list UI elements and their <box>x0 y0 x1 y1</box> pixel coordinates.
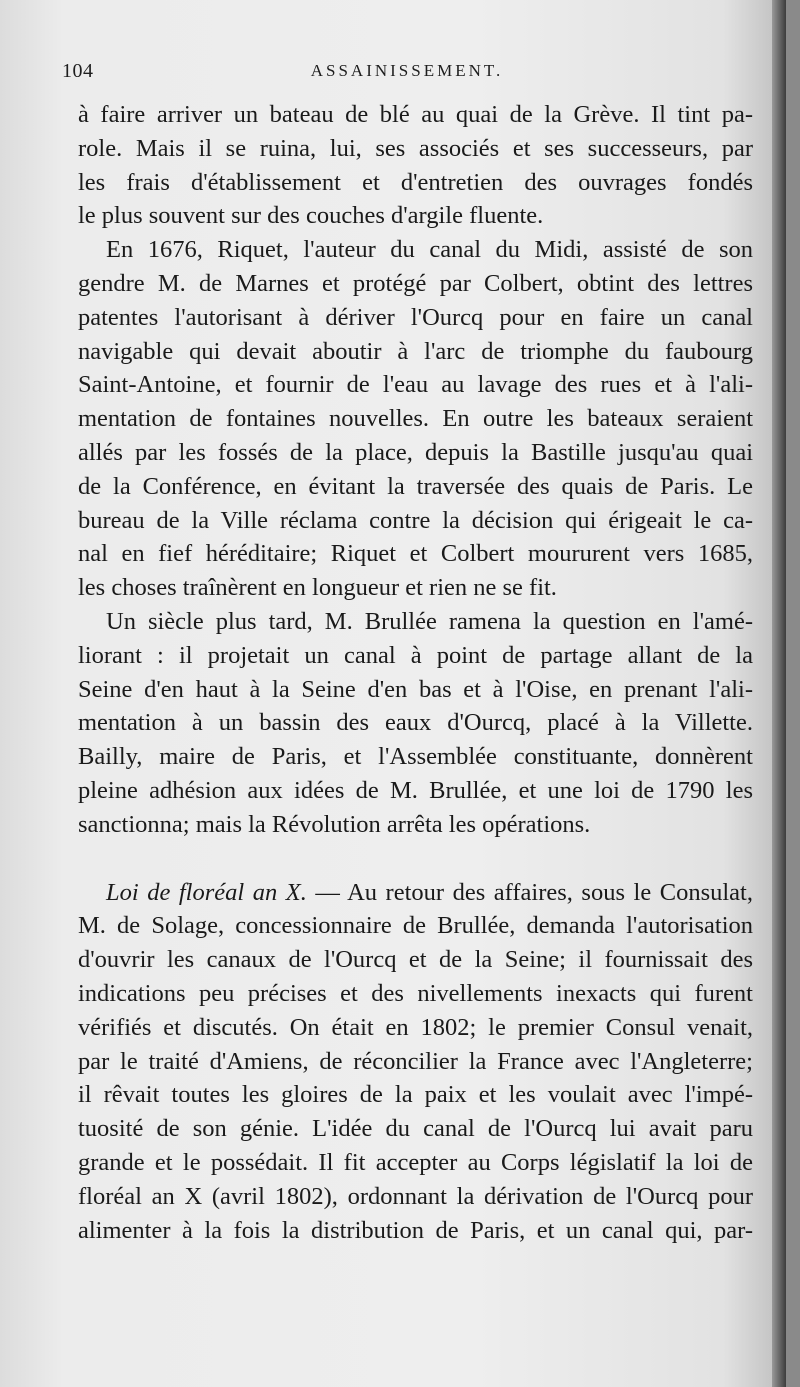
text-line: grande et le possédait. Il fit accepter au Corps législatif la loi de <box>78 1148 753 1176</box>
text-line: gendre M. de Marnes et protégé par Colbert, obtint des lettres <box>78 269 753 297</box>
paragraph-3 <box>78 605 753 842</box>
text-line: M. de Solage, concessionnaire de Brullée, demanda l'autorisation <box>78 912 753 940</box>
text-line: alimenter à la fois la distribution de Paris, et un canal qui, par- <box>78 1216 753 1244</box>
text-line: nal en fief héréditaire; Riquet et Colbert moururent vers 1685, <box>78 540 753 568</box>
section-loi-floreal <box>78 876 753 1248</box>
text-line: Seine d'en haut à la Seine d'en bas et à l'Oise, en prenant l'ali- <box>78 675 753 703</box>
text-line: Un siècle plus tard, M. Brullée ramena la question en l'amé- <box>106 607 753 635</box>
body-text <box>78 98 753 1247</box>
text-line: Bailly, maire de Paris, et l'Assemblée constituante, donnèrent <box>78 743 753 771</box>
text-line: allés par les fossés de la place, depuis la Bastille jusqu'au quai <box>78 438 753 466</box>
text-line: mentation de fontaines nouvelles. En outre les bateaux seraient <box>78 405 753 433</box>
text-line: le plus souvent sur des couches d'argile fluente. <box>78 202 544 230</box>
section-gap <box>78 842 753 876</box>
text-line: En 1676, Riquet, l'auteur du canal du Midi, assisté de son <box>106 236 753 264</box>
text-line: à faire arriver un bateau de blé au quai de la Grève. Il tint pa- <box>78 101 753 128</box>
text-line: navigable qui devait aboutir à l'arc de triomphe du faubourg <box>78 337 753 365</box>
text-line: liorant : il projetait un canal à point de partage allant de la <box>78 641 753 669</box>
text-line: vérifiés et discutés. On était en 1802; le premier Consul venait, <box>78 1013 753 1041</box>
text-line: tuosité de son génie. L'idée du canal de l'Ourcq lui avait paru <box>78 1115 753 1143</box>
text-line: les choses traînèrent en longueur et rien ne se fit. <box>78 574 557 602</box>
text-line: Saint-Antoine, et fournir de l'eau au lavage des rues et à l'ali- <box>78 371 753 399</box>
page-number: 104 <box>62 60 94 82</box>
page-header <box>62 60 752 90</box>
section-title: Loi de floréal an X. <box>106 878 307 906</box>
text-line: il rêvait toutes les gloires de la paix et les voulait avec l'impé- <box>78 1081 753 1109</box>
section-first-line <box>78 876 753 910</box>
text-line: floréal an X (avril 1802), ordonnant la dérivation de l'Ourcq pour <box>78 1182 753 1210</box>
text-line: indications peu précises et des nivellements inexacts qui furent <box>78 979 753 1007</box>
paragraph-2 <box>78 233 753 605</box>
section-first-line-text: — Au retour des affaires, sous le Consulat, <box>306 878 753 906</box>
text-line: patentes l'autorisant à dériver l'Ourcq pour en faire un canal <box>78 303 753 331</box>
text-line: bureau de la Ville réclama contre la décision qui érigeait le ca- <box>78 506 753 534</box>
text-line: les frais d'établissement et d'entretien des ouvrages fondés <box>78 168 753 196</box>
running-title: ASSAINISSEMENT. <box>310 61 504 80</box>
text-line: role. Mais il se ruina, lui, ses associés et ses successeurs, par <box>78 134 753 162</box>
text-line: pleine adhésion aux idées de M. Brullée, et une loi de 1790 les <box>78 776 753 804</box>
text-line: d'ouvrir les canaux de l'Ourcq et de la Seine; il fournissait des <box>78 946 753 974</box>
text-line: mentation à un bassin des eaux d'Ourcq, placé à la Villette. <box>78 709 753 737</box>
page-edge-shadow <box>772 0 786 1387</box>
paragraph-1 <box>78 98 753 233</box>
text-line: de la Conférence, en évitant la traversée des quais de Paris. Le <box>78 472 753 500</box>
text-line: par le traité d'Amiens, de réconcilier la France avec l'Angleterre; <box>78 1047 753 1075</box>
text-line: sanctionna; mais la Révolution arrêta les opérations. <box>78 810 591 838</box>
